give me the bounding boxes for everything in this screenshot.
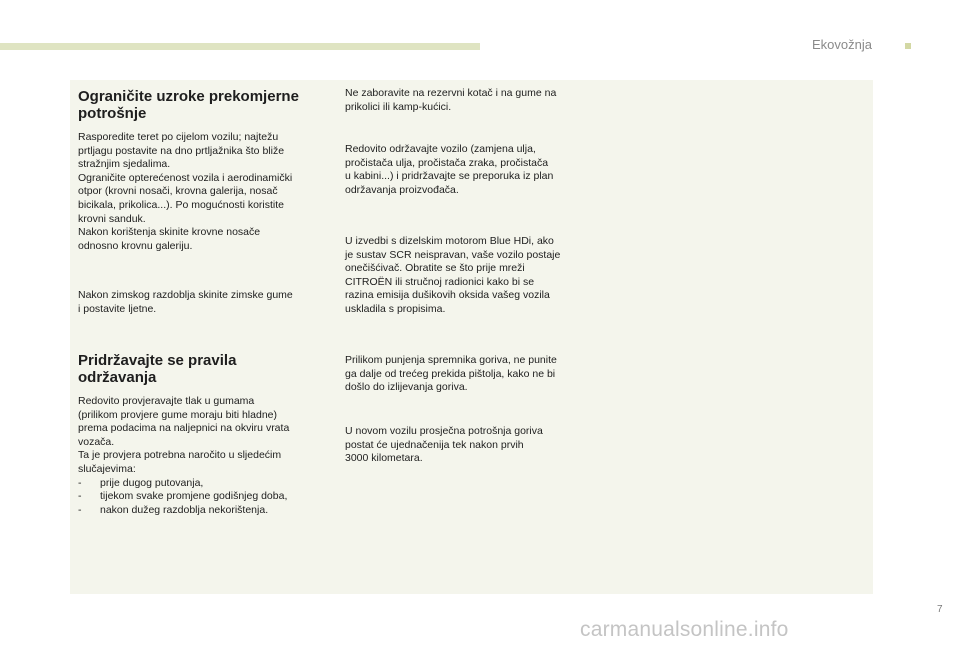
text-line: U izvedbi s dizelskim motorom Blue HDi, ako <box>345 235 554 247</box>
text-line: i postavite ljetne. <box>78 302 157 315</box>
text-line: prikolici ili kamp-kućici. <box>345 100 452 113</box>
text-line: 3000 kilometara. <box>345 452 423 465</box>
paragraph-new-vehicle <box>345 425 543 466</box>
text-line: Redovito provjeravajte tlak u gumama <box>78 395 255 407</box>
content-panel <box>70 80 873 594</box>
bullet-item: - prije dugog putovanja, <box>78 476 204 489</box>
text-line: Ograničite opterećenost vozila i aerodinamički <box>78 171 293 184</box>
text-line: Ta je provjera potrebna naročito u sljedećim <box>78 449 282 462</box>
text-line: u kabini...) i pridržavajte se preporuka iz plan <box>345 170 554 183</box>
text-line: došlo do izlijevanja goriva. <box>345 381 468 394</box>
paragraph-regular-service <box>345 143 553 197</box>
text-line: (prilikom provjere gume moraju biti hladne) <box>78 408 277 421</box>
section-marker <box>905 43 911 49</box>
text-line: stražnjim sjedalima. <box>78 158 171 171</box>
text-line: onečišćivač. Obratite se što prije mreži <box>345 262 525 275</box>
text-line: bicikala, prikolica...). Po mogućnosti koristite <box>78 198 284 211</box>
watermark-text: carmanualsonline.info <box>580 618 789 641</box>
text-line: razina emisija dušikovih oksida vašeg vozila <box>345 289 550 302</box>
bullet-item: - tijekom svake promjene godišnjeg doba, <box>78 490 288 503</box>
text-line: prema podacima na naljepnici na okviru vrata <box>78 422 290 435</box>
text-line: je sustav SCR neispravan, vaše vozilo postaje <box>345 248 561 261</box>
text-line: uskladila s propisima. <box>345 302 446 315</box>
heading-line: Ograničite uzroke prekomjerne <box>78 88 299 105</box>
paragraph-spare-wheel <box>345 87 556 114</box>
bullet-item: - nakon dužeg razdoblja nekorištenja. <box>78 503 269 516</box>
text-line: krovni sanduk. <box>78 212 146 225</box>
heading-line: održavanja <box>78 369 157 386</box>
text-line: slučajevima: <box>78 462 136 475</box>
heading-line: Pridržavajte se pravila <box>78 352 237 369</box>
paragraph-load-distribution <box>78 131 292 253</box>
text-line: CITROËN ili stručnoj radionici kako bi se <box>345 275 535 288</box>
header-accent-bar <box>0 43 480 50</box>
text-line: Rasporedite teret po cijelom vozilu; najtežu <box>78 131 279 143</box>
text-line: Redovito održavajte vozilo (zamjena ulja, <box>345 143 536 155</box>
text-line: održavanja proizvođača. <box>345 183 459 196</box>
paragraph-tyre-pressure <box>78 395 289 517</box>
paragraph-refuelling <box>345 354 557 395</box>
text-line: postat će ujednačenija tek nakon prvih <box>345 438 524 451</box>
paragraph-winter-tyres <box>78 289 293 316</box>
text-line: Prilikom punjenja spremnika goriva, ne punite <box>345 354 557 366</box>
heading-line: potrošnje <box>78 105 147 122</box>
paragraph-scr-system <box>345 235 560 317</box>
heading-maintenance <box>78 352 326 386</box>
text-line: U novom vozilu prosječna potrošnja goriva <box>345 425 543 437</box>
section-title: Ekovožnja <box>812 37 872 52</box>
text-line: Nakon zimskog razdoblja skinite zimske gume <box>78 289 293 301</box>
text-line: odnosno krovnu galeriju. <box>78 239 193 252</box>
text-line: vozača. <box>78 435 115 448</box>
text-line: prtljagu postavite na dno prtljažnika što bliže <box>78 144 285 157</box>
text-line: ga dalje od trećeg prekida pištolja, kako ne bi <box>345 367 556 380</box>
text-line: otpor (krovni nosači, krovna galerija, nosač <box>78 185 278 198</box>
text-line: pročistača ulja, pročistača zraka, pročistača <box>345 156 549 169</box>
heading-limit-consumption <box>78 88 326 122</box>
page-number: 7 <box>937 604 943 615</box>
text-line: Ne zaboravite na rezervni kotač i na gume na <box>345 87 557 99</box>
text-line: Nakon korištenja skinite krovne nosače <box>78 226 261 239</box>
